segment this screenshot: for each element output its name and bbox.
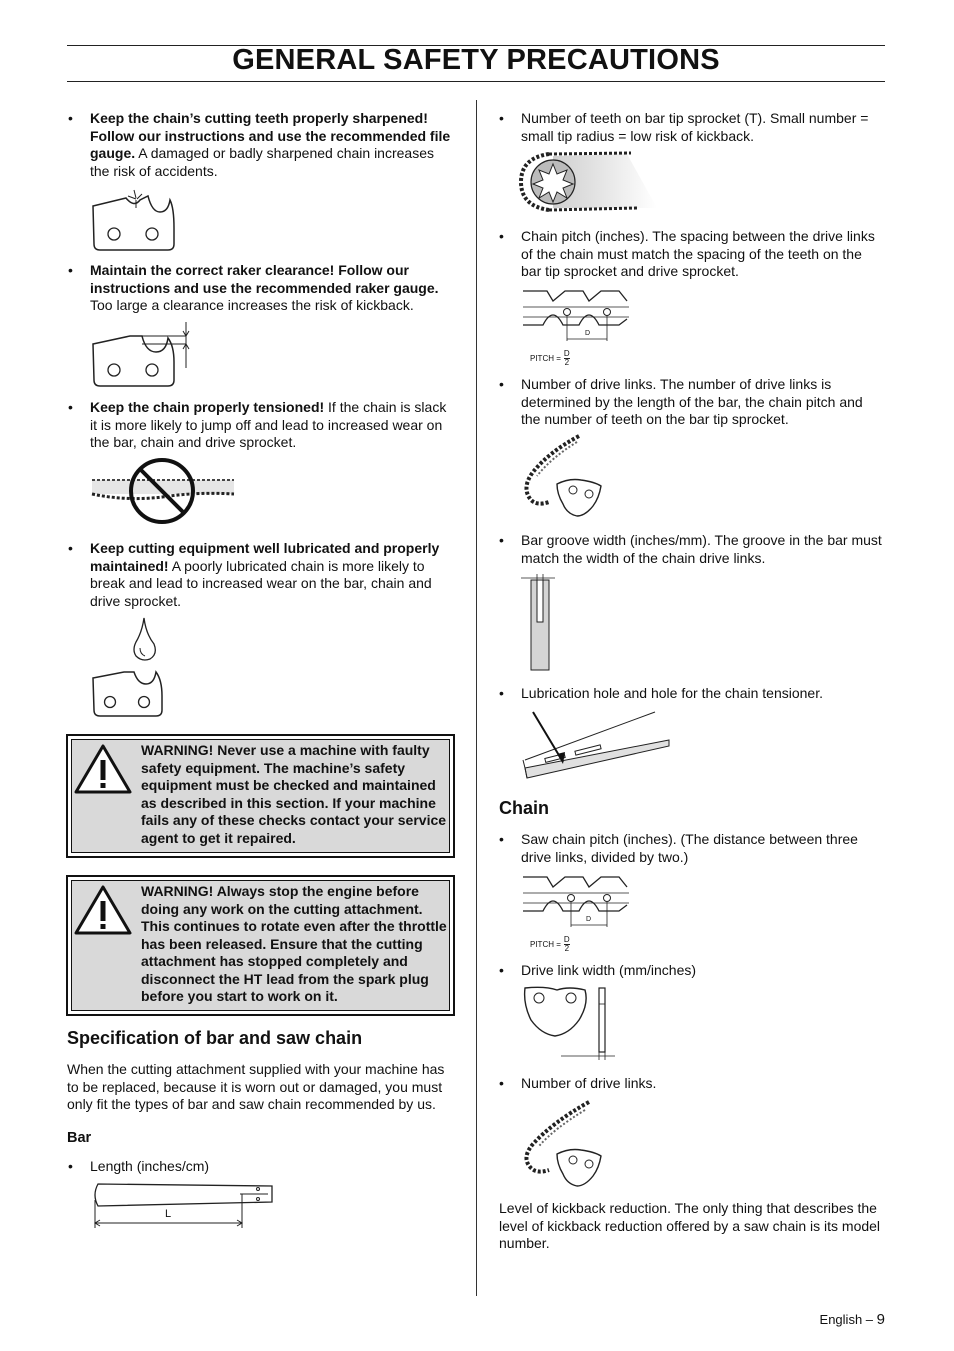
bullet: • bbox=[499, 110, 504, 126]
section-heading-chain: Chain bbox=[499, 798, 550, 818]
specification-paragraph: When the cutting attachment supplied with your machine has to be replaced, because it is worn out or damaged, you must only fit the types of bar and saw chain recommended by us. bbox=[67, 1061, 445, 1112]
raker-clearance-figure bbox=[90, 322, 200, 390]
bullet: • bbox=[499, 831, 504, 847]
list-item-chain-pitch-bar bbox=[499, 228, 885, 281]
drive-link-width-figure bbox=[519, 984, 619, 1062]
warning-text: WARNING! Always stop the engine before doing any work on the cutting attachment. This continues to rotate even after the throttle has been released. Ensure that the cutting attachment has stopped completely and disconnect the HT lead from the spark plug before you start to work on it. bbox=[141, 883, 447, 1004]
list-item-tension bbox=[68, 399, 456, 452]
pitch-formula-label: PITCH = bbox=[530, 940, 561, 949]
list-item-tip-sprocket bbox=[499, 110, 885, 145]
number-drive-links-figure bbox=[519, 1098, 609, 1190]
list-item-bold: Maintain the correct raker clearance! Follow our instructions and use the recommended raker gauge. bbox=[90, 262, 439, 296]
lubricated-tooth-figure bbox=[90, 664, 170, 720]
page-number: 9 bbox=[876, 1311, 885, 1328]
list-item-text: Saw chain pitch (inches). (The distance between three drive links, divided by two.) bbox=[521, 831, 858, 865]
bullet: • bbox=[499, 532, 504, 548]
list-item-text: Lubrication hole and hole for the chain tensioner. bbox=[521, 685, 823, 701]
bullet: • bbox=[68, 1158, 73, 1174]
list-item-saw-chain-pitch bbox=[499, 831, 885, 866]
list-item-drive-links-bar bbox=[499, 376, 885, 429]
sharpened-tooth-figure bbox=[90, 188, 180, 254]
pitch-d-label: D bbox=[585, 330, 591, 337]
bullet: • bbox=[68, 110, 73, 126]
column-divider bbox=[476, 100, 477, 1296]
bullet: • bbox=[499, 962, 504, 978]
bullet: • bbox=[499, 228, 504, 244]
list-item-bold: Keep the chain properly tensioned! bbox=[90, 399, 325, 415]
pitch-formula-denominator: 2 bbox=[564, 358, 570, 367]
pitch-formula-label: PITCH = bbox=[530, 354, 561, 363]
groove-width-figure bbox=[519, 572, 569, 672]
list-item-text: Length (inches/cm) bbox=[90, 1158, 210, 1174]
list-item-bold: Keep cutting equipment well lubricated and properly maintained! bbox=[90, 540, 440, 574]
warning-text: WARNING! Never use a machine with faulty safety equipment. The machine’s safety equipment must be checked and maintained as described in this section. If your machine fails any of these checks contact your service agent to get it repaired. bbox=[141, 742, 447, 846]
warning-box-safety-equipment bbox=[66, 734, 455, 858]
footer-language: English bbox=[819, 1312, 863, 1327]
warning-triangle-icon bbox=[74, 885, 132, 935]
list-item-text: Bar groove width (inches/mm). The groove in the bar must match the width of the chain drive links. bbox=[521, 532, 882, 566]
bar-length-figure bbox=[90, 1180, 280, 1230]
list-item-bar-length bbox=[68, 1158, 456, 1176]
list-item-lubrication-hole bbox=[499, 685, 885, 703]
bullet: • bbox=[68, 262, 73, 278]
pitch-formula bbox=[530, 350, 570, 367]
pitch-formula-numerator: D bbox=[563, 935, 570, 944]
pitch-formula-numerator: D bbox=[563, 349, 570, 358]
saw-chain-pitch-d-label: D bbox=[586, 916, 592, 923]
list-item-sharpen bbox=[68, 110, 456, 180]
bullet: • bbox=[499, 376, 504, 392]
saw-chain-pitch-formula bbox=[530, 936, 570, 953]
footer-dash: – bbox=[865, 1312, 874, 1327]
kickback-reduction-paragraph: Level of kickback reduction. The only thing that describes the level of kickback reduction offered by a saw chain is its model number. bbox=[499, 1200, 881, 1251]
slack-chain-prohibited-figure bbox=[90, 458, 240, 528]
bar-tip-sprocket-figure bbox=[519, 150, 669, 214]
list-item-number-drive-links bbox=[499, 1075, 885, 1093]
list-item-drive-link-width bbox=[499, 962, 885, 980]
list-item-text: Number of drive links. bbox=[521, 1075, 657, 1091]
list-item-text: Drive link width (mm/inches) bbox=[521, 962, 697, 978]
list-item-text: Chain pitch (inches). The spacing between the drive links of the chain must match the spacing of the teeth on the bar tip sprocket and drive sprocket. bbox=[521, 228, 875, 279]
list-item-raker bbox=[68, 262, 456, 315]
list-item-text: A poorly lubricated chain is more likely to break and lead to increased wear on the bar, chain and drive sprocket. bbox=[90, 557, 432, 609]
bar-length-label: L bbox=[165, 1208, 172, 1220]
list-item-text: If the chain is slack it is more likely to jump off and lead to increased wear on the bar, chain and drive sprocket. bbox=[90, 399, 447, 450]
subheading-bar: Bar bbox=[67, 1130, 92, 1146]
page-title: GENERAL SAFETY PRECAUTIONS bbox=[232, 44, 720, 76]
section-heading-specification: Specification of bar and saw chain bbox=[67, 1028, 363, 1048]
drive-links-figure bbox=[519, 432, 609, 522]
pitch-formula-denominator: 2 bbox=[564, 944, 570, 953]
oil-drop-icon bbox=[130, 616, 160, 662]
saw-chain-pitch-figure bbox=[519, 871, 634, 931]
bullet: • bbox=[68, 399, 73, 415]
list-item-lubricate bbox=[68, 540, 456, 610]
list-item-text: Number of teeth on bar tip sprocket (T). Small number = small tip radius = low risk of kickback. bbox=[521, 110, 869, 144]
list-item-groove-width bbox=[499, 532, 885, 567]
bullet: • bbox=[499, 1075, 504, 1091]
page-footer bbox=[820, 1311, 885, 1328]
bullet: • bbox=[68, 540, 73, 556]
chain-pitch-figure bbox=[519, 285, 634, 345]
list-item-text: Number of drive links. The number of drive links is determined by the length of the bar, the chain pitch and the number of teeth on the bar tip sprocket. bbox=[521, 376, 863, 427]
bullet: • bbox=[499, 685, 504, 701]
list-item-text: Too large a clearance increases the risk of kickback. bbox=[90, 297, 414, 313]
warning-box-stop-engine bbox=[66, 875, 455, 1016]
lubrication-hole-figure bbox=[519, 708, 674, 788]
list-item-bold: Keep the chain’s cutting teeth properly sharpened! Follow our instructions and use the recommended file gauge. bbox=[90, 110, 451, 161]
header-bottom-rule bbox=[67, 81, 885, 82]
list-item-text: A damaged or badly sharpened chain increases the risk of accidents. bbox=[90, 145, 434, 179]
warning-triangle-icon bbox=[74, 744, 132, 794]
